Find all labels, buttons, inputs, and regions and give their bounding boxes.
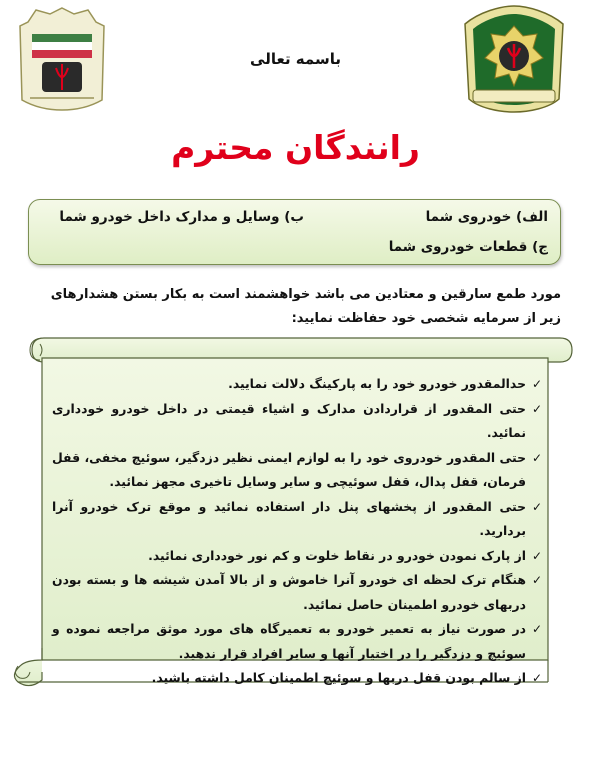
checkmark-icon: ✓ bbox=[531, 548, 542, 563]
list-item: ✓ حتی المقدور خودروی خود را به لوازم ایمنی نظیر دزدگیر، سوئیچ مخفی، قفل فرمان، قفل پدال، قفل سوئیچی و سایر وسایل تاخیری مجهز نمائید. bbox=[52, 446, 542, 495]
list-item: ✓ حتی المقدور از پخشهای پنل دار استفاده نمائید و موقع ترک خودرو آنرا بردارید. bbox=[52, 495, 542, 544]
bismillah-heading: باسمه تعالی bbox=[250, 50, 341, 68]
list-item: ✓ هنگام ترک لحظه ای خودرو آنرا خاموش و از بالا آمدن شیشه ها و بسته بودن دربهای خودرو اطمینان حاصل نمائید. bbox=[52, 568, 542, 617]
list-item: ✓ از پارک نمودن خودرو در نقاط خلوت و کم نور خودداری نمائید. bbox=[52, 544, 542, 569]
checkmark-icon: ✓ bbox=[531, 499, 542, 514]
list-item: ✓ حتی المقدور از قراردادن مدارک و اشیاء قیمتی در داخل خودرو خودداری نمائید. bbox=[52, 397, 542, 446]
page-title: رانندگان محترم bbox=[171, 128, 420, 167]
list-item: ✓ حدالمقدور خودرو خود را به پارکینگ دلالت نمایید. bbox=[52, 372, 542, 397]
checkmark-icon: ✓ bbox=[531, 573, 542, 587]
item-belongings: ب) وسایل و مدارک داخل خودرو شما bbox=[59, 209, 304, 225]
list-item: ✓ در صورت نیاز به تعمیر خودرو به تعمیرگاه های مورد موثق مراجعه نموده و سوئیچ و دزدگیر را در اختیار آنها و سایر افراد قرار ندهید. bbox=[52, 617, 542, 666]
checkmark-icon: ✓ bbox=[531, 450, 542, 465]
checkmark-icon: ✓ bbox=[531, 377, 542, 391]
checkmark-icon: ✓ bbox=[531, 401, 542, 416]
list-item: ✓ از سالم بودن قفل دربها و سوئیچ اطمینان کامل داشته باشید. bbox=[52, 666, 542, 691]
intro-paragraph: مورد طمع سارقین و معتادین می باشد خواهشمند است به بکار بستن هشدارهای زیر از سرمایه شخصی خود حفاظت نمایید: bbox=[50, 287, 561, 326]
item-car: الف) خودروی شما bbox=[425, 209, 548, 225]
checkmark-icon: ✓ bbox=[531, 622, 542, 636]
checkmark-icon: ✓ bbox=[531, 671, 542, 685]
item-parts: ج) قطعات خودروی شما bbox=[388, 239, 548, 255]
tips-list bbox=[52, 372, 542, 691]
